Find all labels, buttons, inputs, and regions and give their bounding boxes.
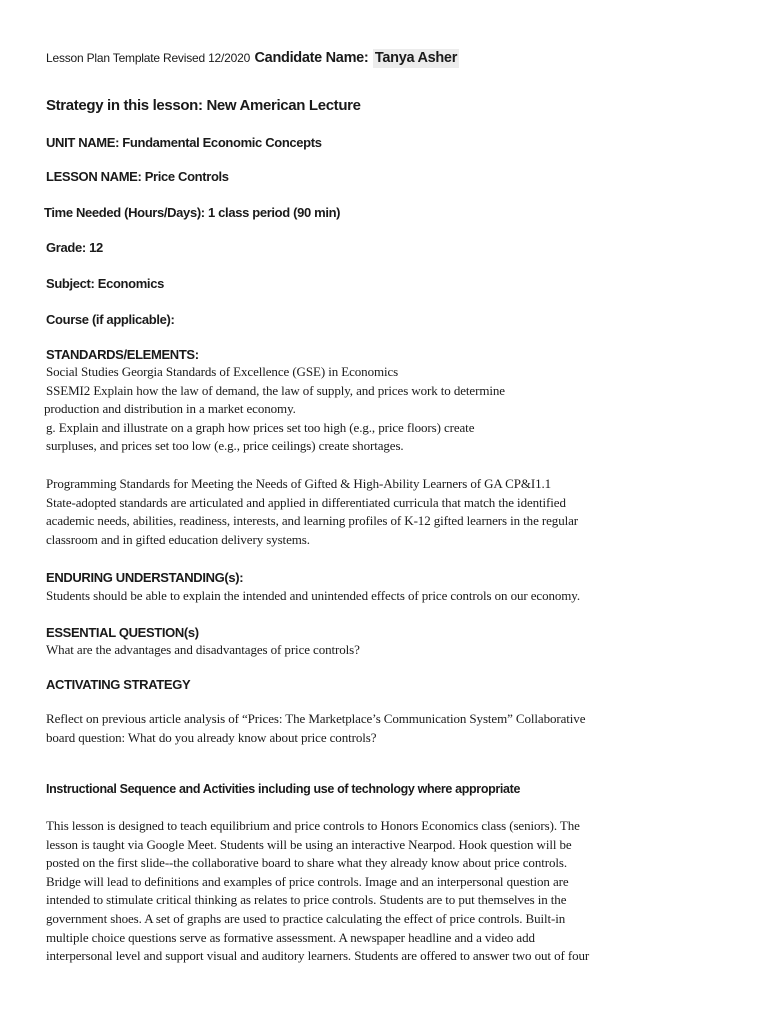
course: Course (if applicable): (46, 312, 175, 327)
standards-line: surpluses, and prices set too low (e.g., price ceilings) create shortages. (46, 438, 404, 454)
gifted-standards-line: academic needs, abilities, readiness, interests, and learning profiles of K-12 gifted learners in the regular (46, 513, 579, 529)
essential-text: What are the advantages and disadvantages of price controls? (46, 642, 360, 657)
activating-heading: ACTIVATING STRATEGY (46, 677, 191, 692)
template-label: Lesson Plan Template Revised 12/2020 (46, 51, 251, 65)
instructional-line: This lesson is designed to teach equilibrium and price controls to Honors Economics class (seniors). The (46, 818, 580, 833)
instructional-line: lesson is taught via Google Meet. Students will be using an interactive Nearpod. Hook question will be (46, 836, 572, 852)
instructional-line: intended to stimulate critical thinking as relates to price controls. Students are to put themselves in the (46, 892, 567, 908)
activating-line: board question: What do you already know about price controls? (46, 729, 377, 745)
gifted-standards-text (46, 475, 578, 549)
instructional-line: posted on the first slide--the collaborative board to share what they already know about price controls. (46, 855, 567, 871)
gifted-standards-line: State-adopted standards are articulated and applied in differentiated curricula that match the identified (46, 494, 566, 510)
standards-line: production and distribution in a market economy. (44, 401, 296, 417)
standards-heading: STANDARDS/ELEMENTS: (46, 347, 199, 362)
activating-line: Reflect on previous article analysis of “Prices: The Marketplace’s Communication System” Collaborative (46, 711, 586, 726)
grade: Grade: 12 (46, 240, 103, 255)
subject: Subject: Economics (46, 276, 164, 291)
standards-text (46, 363, 505, 456)
lesson-name: LESSON NAME: Price Controls (46, 169, 229, 184)
unit-name: UNIT NAME: Fundamental Economic Concepts (46, 135, 322, 150)
instructional-line: multiple choice questions serve as formative assessment. A newspaper headline and a video add (46, 929, 535, 945)
gifted-standards-line: classroom and in gifted education delivery systems. (46, 531, 310, 547)
standards-line: SSEMI2 Explain how the law of demand, the law of supply, and prices work to determine (46, 382, 505, 398)
instructional-text (46, 817, 589, 966)
document-header (46, 49, 459, 67)
candidate-label: Candidate Name: (254, 50, 369, 66)
standards-line: Social Studies Georgia Standards of Excellence (GSE) in Economics (46, 364, 399, 379)
instructional-line: Bridge will lead to definitions and examples of price controls. Image and an interpersonal question are (46, 873, 569, 889)
instructional-line: interpersonal level and support visual and auditory learners. Students are offered to answer two out of four (46, 948, 590, 964)
strategy-line: Strategy in this lesson: New American Lecture (46, 97, 361, 114)
activating-text (46, 710, 585, 747)
gifted-standards-line: Programming Standards for Meeting the Needs of Gifted & High-Ability Learners of GA CP&I1.1 (46, 476, 552, 491)
essential-heading: ESSENTIAL QUESTION(s) (46, 625, 199, 640)
candidate-name: Tanya Asher (374, 50, 458, 66)
enduring-text: Students should be able to explain the intended and unintended effects of price controls on our economy. (46, 588, 581, 603)
time-needed: Time Needed (Hours/Days): 1 class period (90 min) (44, 205, 341, 220)
enduring-heading: ENDURING UNDERSTANDING(s): (46, 570, 244, 585)
instructional-heading: Instructional Sequence and Activities including use of technology where appropriate (46, 782, 521, 796)
instructional-line: government shoes. A set of graphs are used to practice calculating the effect of price controls. Built-in (46, 910, 566, 926)
standards-line: g. Explain and illustrate on a graph how prices set too high (e.g., price floors) create (46, 419, 475, 435)
